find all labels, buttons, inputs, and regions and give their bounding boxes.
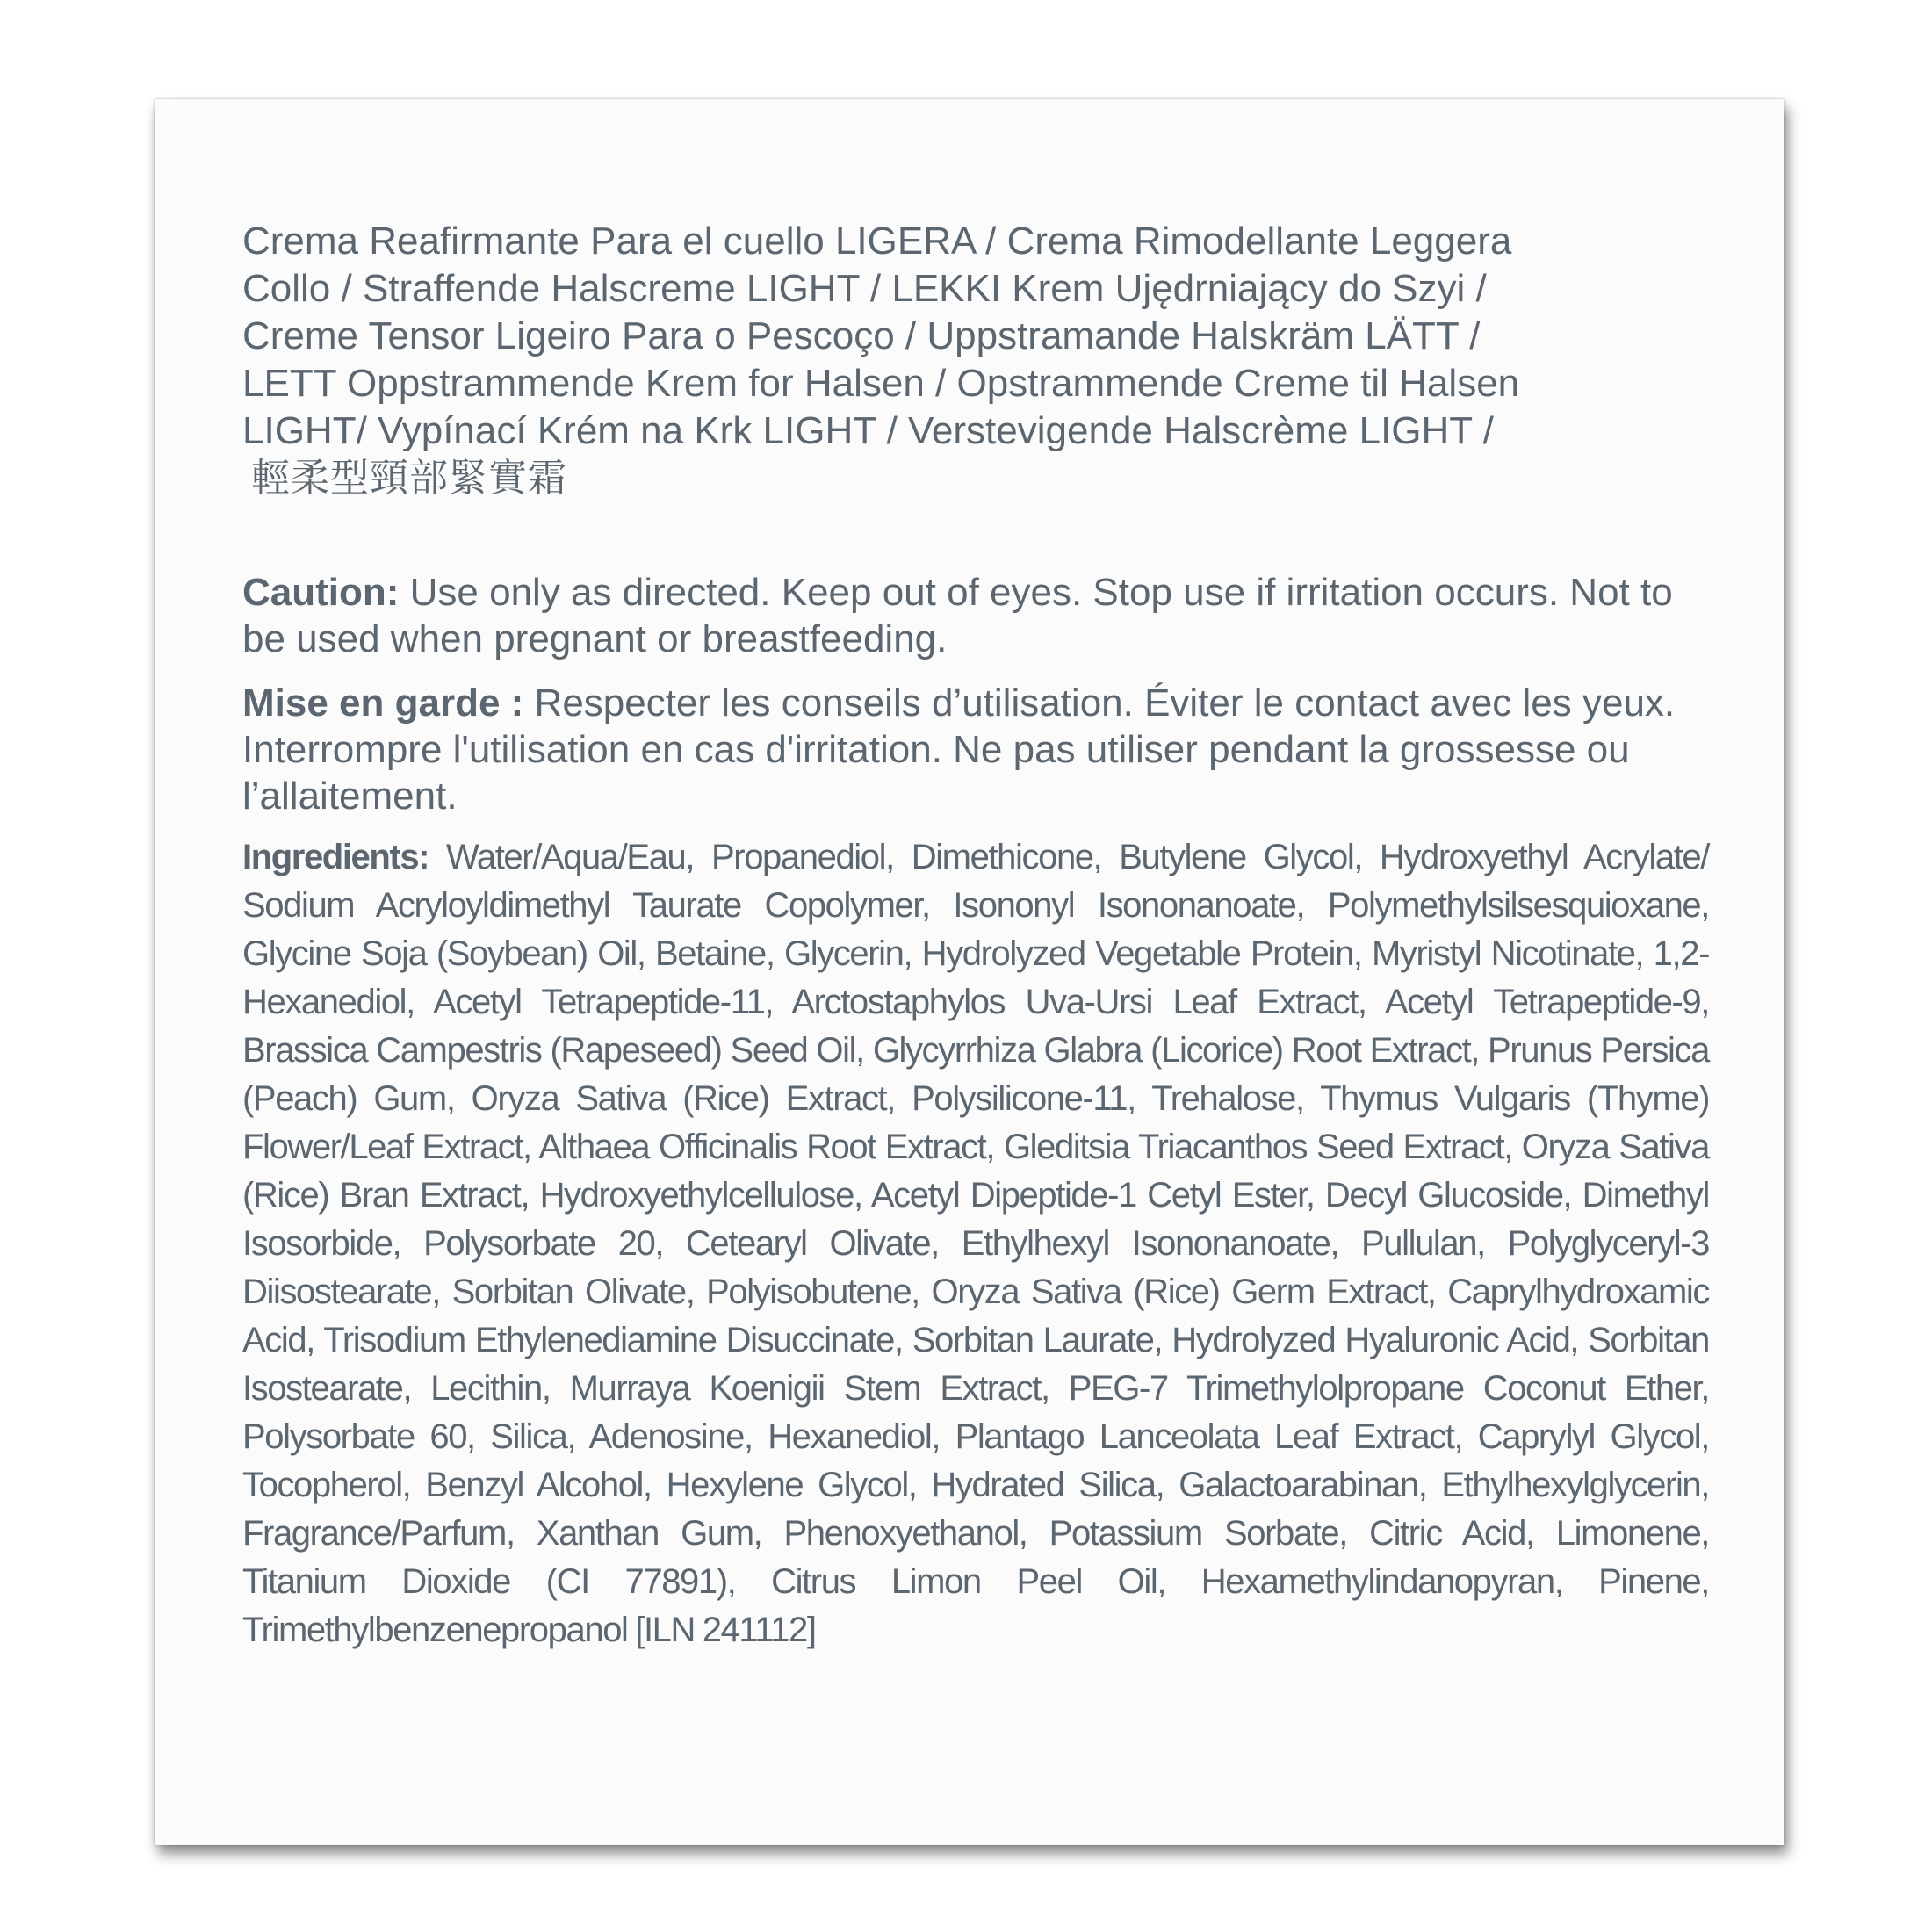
caution-text: Use only as directed. Keep out of eyes. Stop use if irritation occurs. Not to be used when pregnant or breastfeeding. [242,571,1673,660]
ingredients-text: Water/Aqua/Eau, Propanediol, Dimethicone, Butylene Glycol, Hydroxyethyl Acrylate/ Sodium Acryloyldimethyl Taurate Copolymer, Isononyl Isononanoate, Polymethylsilsesquioxane, Glycine Soja (Soybean) Oil, Betaine, Glycerin, Hydrolyzed Vegetable Protein, Myristyl Nicotinate, 1,2-Hexanediol, Acetyl Tetrapeptide-11, Arctostaphylos Uva-Ursi Leaf Extract, Acetyl Tetrapeptide-9, Brassica Campestris (Rapeseed) Seed Oil, Glycyrrhiza Glabra (Licorice) Root Extract, Prunus Persica (Peach) Gum, Oryza Sativa (Rice) Extract, Polysilicone-11, Trehalose, Thymus Vulgaris (Thyme) Flower/Leaf Extract, Althaea Officinalis Root Extract, Gleditsia Triacanthos Seed Extract, Oryza Sativa (Rice) Bran Extract, Hydroxyethylcellulose, Acetyl Dipeptide-1 Cetyl Ester, Decyl Glucoside, Dimethyl Isosorbide, Polysorbate 20, Cetearyl Olivate, Ethylhexyl Isononanoate, Pullulan, Polyglyceryl-3 Diisostearate, Sorbitan Olivate, Polyisobutene, Oryza Sativa (Rice) Germ Extract, Caprylhydroxamic Acid, Trisodium Ethylenediamine Disuccinate, Sorbitan Laurate, Hydrolyzed Hyaluronic Acid, Sorbitan Isostearate, Lecithin, Murraya Koenigii Stem Extract, PEG-7 Trimethylolpropane Coconut Ether, Polysorbate 60, Silica, Adenosine, Hexanediol, Plantago Lanceolata Leaf Extract, Caprylyl Glycol, Tocopherol, Benzyl Alcohol, Hexylene Glycol, Hydrated Silica, Galactoarabinan, Ethylhexylglycerin, Fragrance/Parfum, Xanthan Gum, Phenoxyethanol, Potassium Sorbate, Citric Acid, Limonene, Titanium Dioxide (CI 77891), Citrus Limon Peel Oil, Hexamethylindanopyran, Pinene, Trimethylbenzenepropanol [ILN 241112] [242,838,1709,1649]
caution-paragraph [242,569,1709,662]
mise-en-garde-heading: Mise en garde : [242,681,524,724]
product-name-line: LETT Oppstrammende Krem for Halsen / Opstrammende Creme til Halsen [242,362,1520,405]
mise-en-garde-paragraph [242,680,1709,819]
mise-en-garde-text: Respecter les conseils d’utilisation. Éviter le contact avec les yeux. Interrompre l'utilisation en cas d'irritation. Ne pas utiliser pendant la grossesse ou l’allaitement. [242,681,1676,818]
product-name-line: Creme Tensor Ligeiro Para o Pescoço / Uppstramande Halskräm LÄTT / [242,314,1481,357]
caution-heading: Caution: [242,571,400,614]
product-name-line: Collo / Straffende Halscreme LIGHT / LEKKI Krem Ujędrniający do Szyi / [242,267,1487,310]
product-name-line: Crema Reafirmante Para el cuello LIGERA / Crema Rimodellante Leggera [242,220,1512,263]
product-label-card [155,99,1784,1845]
product-name-chinese: 輕柔型頸部緊實霜 [251,456,567,501]
ingredients-heading: Ingredients: [242,838,429,876]
ingredients-paragraph [242,833,1709,1654]
product-names [242,218,1709,502]
product-name-line: LIGHT/ Vypínací Krém na Krk LIGHT / Verstevigende Halscrème LIGHT / [242,409,1494,452]
label-content [242,218,1709,1654]
